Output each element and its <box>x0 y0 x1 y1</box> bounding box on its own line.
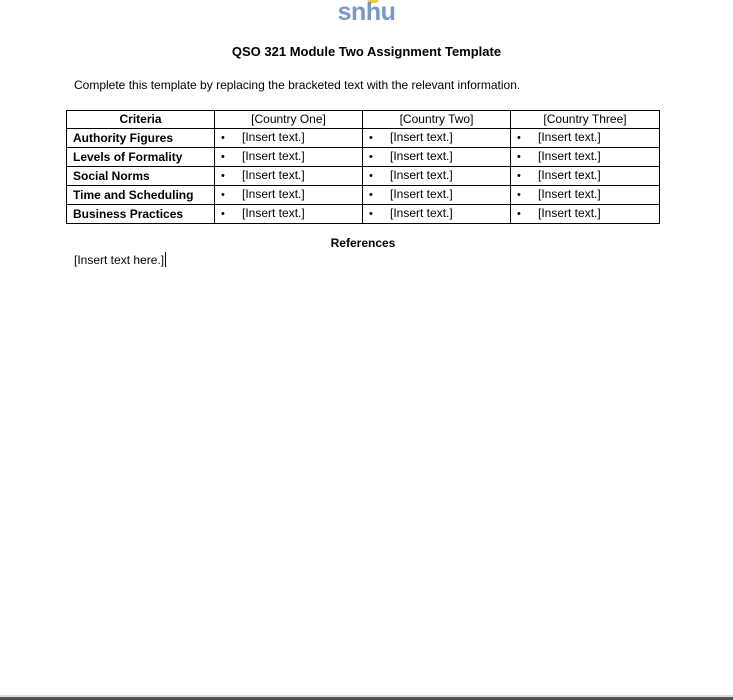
table-cell[interactable] <box>511 129 660 148</box>
bullet-icon: • <box>369 208 373 220</box>
row-label-business-practices[interactable]: Business Practices <box>67 205 215 224</box>
row-label-time-and-scheduling[interactable]: Time and Scheduling <box>67 186 215 205</box>
text-cursor <box>165 252 166 267</box>
cell-text[interactable]: [Insert text.] <box>390 206 453 220</box>
table-cell[interactable] <box>363 129 511 148</box>
cell-text[interactable]: [Insert text.] <box>242 130 305 144</box>
header-country-three[interactable]: [Country Three] <box>511 111 660 129</box>
cell-text[interactable]: [Insert text.] <box>390 149 453 163</box>
bullet-icon: • <box>517 132 521 144</box>
bullet-icon: • <box>369 189 373 201</box>
table-header-row <box>67 111 660 129</box>
bullet-icon: • <box>369 170 373 182</box>
table-cell[interactable] <box>511 148 660 167</box>
bullet-icon: • <box>221 132 225 144</box>
bullet-icon: • <box>369 151 373 163</box>
table-cell[interactable] <box>511 167 660 186</box>
table-cell[interactable] <box>363 205 511 224</box>
cell-text[interactable]: [Insert text.] <box>390 168 453 182</box>
table-cell[interactable] <box>215 205 363 224</box>
header-country-one[interactable]: [Country One] <box>215 111 363 129</box>
row-label-authority-figures[interactable]: Authority Figures <box>67 129 215 148</box>
header-criteria[interactable]: Criteria <box>67 111 215 129</box>
bullet-icon: • <box>369 132 373 144</box>
table-cell[interactable] <box>215 148 363 167</box>
cell-text[interactable]: [Insert text.] <box>242 149 305 163</box>
row-label-social-norms[interactable]: Social Norms <box>67 167 215 186</box>
cell-text[interactable]: [Insert text.] <box>538 206 601 220</box>
row-label-levels-of-formality[interactable]: Levels of Formality <box>67 148 215 167</box>
bullet-icon: • <box>517 151 521 163</box>
cell-text[interactable]: [Insert text.] <box>538 187 601 201</box>
cell-text[interactable]: [Insert text.] <box>390 130 453 144</box>
table-row <box>67 205 660 224</box>
table-cell[interactable] <box>215 167 363 186</box>
bullet-icon: • <box>517 189 521 201</box>
table-cell[interactable] <box>363 186 511 205</box>
table-cell[interactable] <box>511 186 660 205</box>
bullet-icon: • <box>221 208 225 220</box>
cell-text[interactable]: [Insert text.] <box>538 168 601 182</box>
table-cell[interactable] <box>511 205 660 224</box>
bullet-icon: • <box>221 151 225 163</box>
table-cell[interactable] <box>215 186 363 205</box>
criteria-table[interactable] <box>66 110 660 224</box>
table-row <box>67 186 660 205</box>
references-text-line[interactable] <box>74 252 166 268</box>
references-body[interactable]: [Insert text here.] <box>74 253 165 267</box>
cell-text[interactable]: [Insert text.] <box>242 187 305 201</box>
header-country-two[interactable]: [Country Two] <box>363 111 511 129</box>
bullet-icon: • <box>221 170 225 182</box>
cell-text[interactable]: [Insert text.] <box>538 149 601 163</box>
references-heading[interactable]: References <box>330 236 396 250</box>
cell-text[interactable]: [Insert text.] <box>390 187 453 201</box>
table-cell[interactable] <box>215 129 363 148</box>
document-title[interactable]: QSO 321 Module Two Assignment Template <box>231 44 502 59</box>
cell-text[interactable]: [Insert text.] <box>538 130 601 144</box>
cell-text[interactable]: [Insert text.] <box>242 206 305 220</box>
table-row <box>67 167 660 186</box>
bullet-icon: • <box>517 208 521 220</box>
instructions-paragraph[interactable]: Complete this template by replacing the bracketed text with the relevant information. <box>74 78 521 92</box>
table-row <box>67 129 660 148</box>
snhu-logo <box>0 0 733 28</box>
cell-text[interactable]: [Insert text.] <box>242 168 305 182</box>
table-cell[interactable] <box>363 148 511 167</box>
logo-text: snhu <box>337 0 396 26</box>
bullet-icon: • <box>221 189 225 201</box>
table-cell[interactable] <box>363 167 511 186</box>
table-body <box>67 129 660 224</box>
table-row <box>67 148 660 167</box>
bullet-icon: • <box>517 170 521 182</box>
